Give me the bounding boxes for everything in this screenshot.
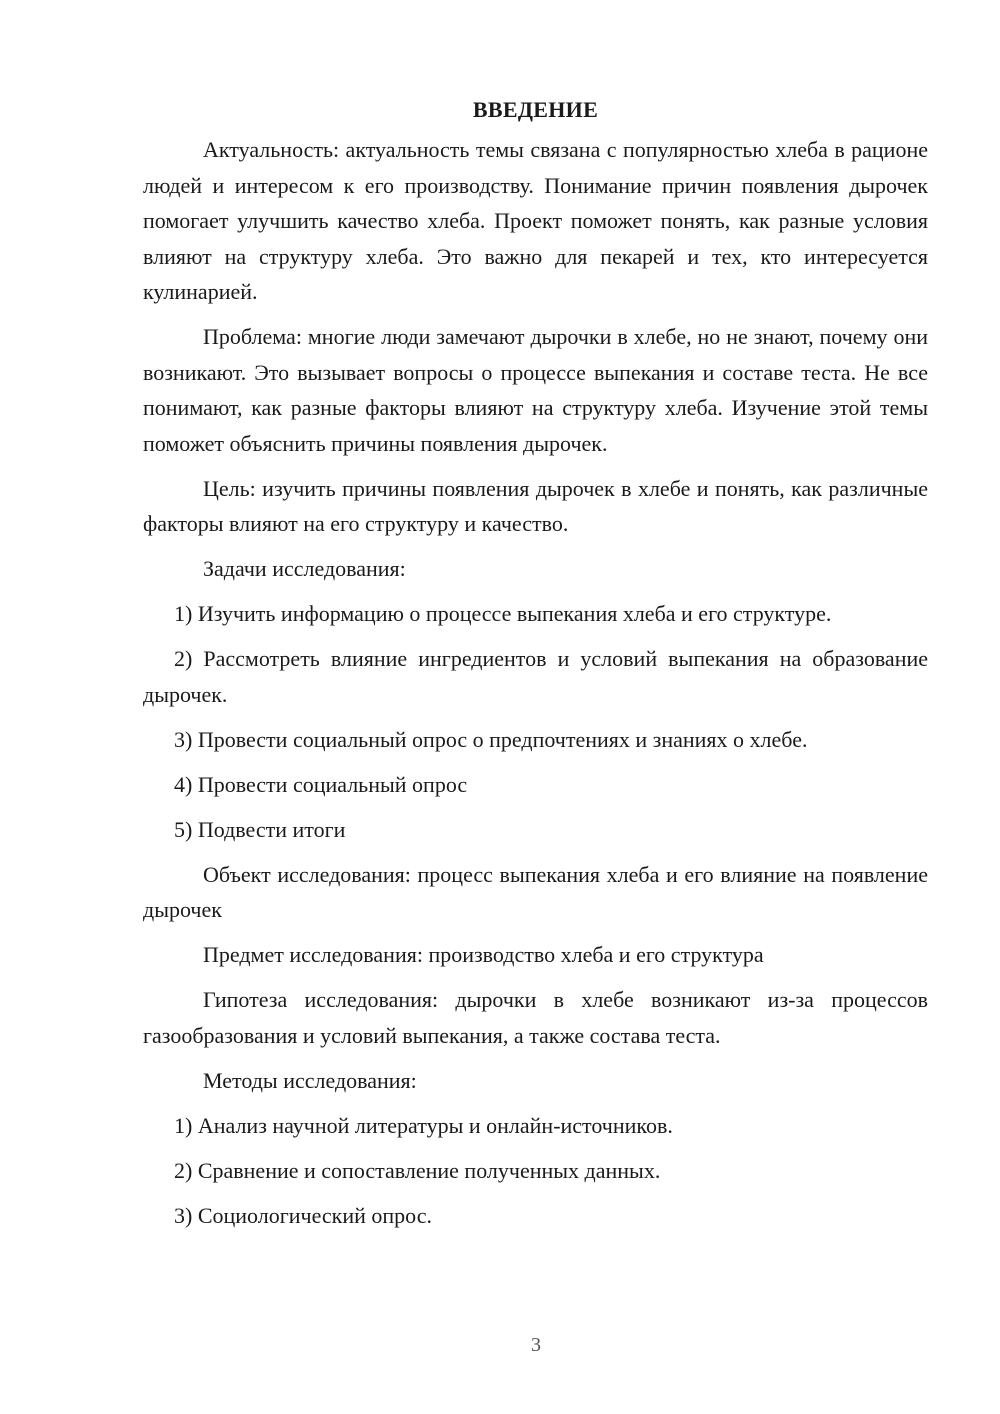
object-paragraph: Объект исследования: процесс выпекания хлеба и его влияние на появление дырочек xyxy=(143,861,928,922)
problem-paragraph: Проблема: многие люди замечают дырочки в хлебе, но не знают, почему они возникают. Это вызывает вопросы о процессе выпекания и составе теста. Не все понимают, как разные факторы влияют на структуру хлеба. Изучение этой темы поможет объяснить причины появления дырочек. xyxy=(143,324,928,456)
page-number: 3 xyxy=(531,1334,541,1356)
goal-paragraph: Цель: изучить причины появления дырочек в хлебе и понять, как различные факторы влияют на его структуру и качество. xyxy=(143,475,928,536)
subject-paragraph: Предмет исследования: производство хлеба и его структура xyxy=(203,942,764,967)
task-item-3: 3) Провести социальный опрос о предпочтениях и знаниях о хлебе. xyxy=(174,726,808,752)
methods-heading: Методы исследования: xyxy=(203,1067,417,1093)
section-title: ВВЕДЕНИЕ xyxy=(472,97,599,122)
method-item-3: 3) Социологический опрос. xyxy=(174,1202,432,1228)
task-item-5: 5) Подвести итоги xyxy=(174,816,346,842)
relevance-paragraph: Актуальность: актуальность темы связана с популярностью хлеба в рационе людей и интересом к его производству. Понимание причин появления дырочек помогает улучшить качество хлеба. Проект поможет понять, как разные условия влияют на структуру хлеба. Это важно для пекарей и тех, кто интересуется кулинарией. xyxy=(143,137,928,304)
hypothesis-paragraph: Гипотеза исследования: дырочки в хлебе возникают из-за процессов газообразования и условий выпекания, а также состава теста. xyxy=(143,987,928,1048)
task-item-2: 2) Рассмотреть влияние ингредиентов и условий выпекания на образование дырочек. xyxy=(143,646,928,707)
method-item-2: 2) Сравнение и сопоставление полученных данных. xyxy=(174,1157,661,1183)
method-item-1: 1) Анализ научной литературы и онлайн-источников. xyxy=(174,1112,673,1138)
tasks-heading: Задачи исследования: xyxy=(203,556,406,581)
page-content xyxy=(143,92,928,1243)
task-item-1: 1) Изучить информацию о процессе выпекания хлеба и его структуре. xyxy=(174,601,832,626)
task-item-4: 4) Провести социальный опрос xyxy=(174,771,468,797)
